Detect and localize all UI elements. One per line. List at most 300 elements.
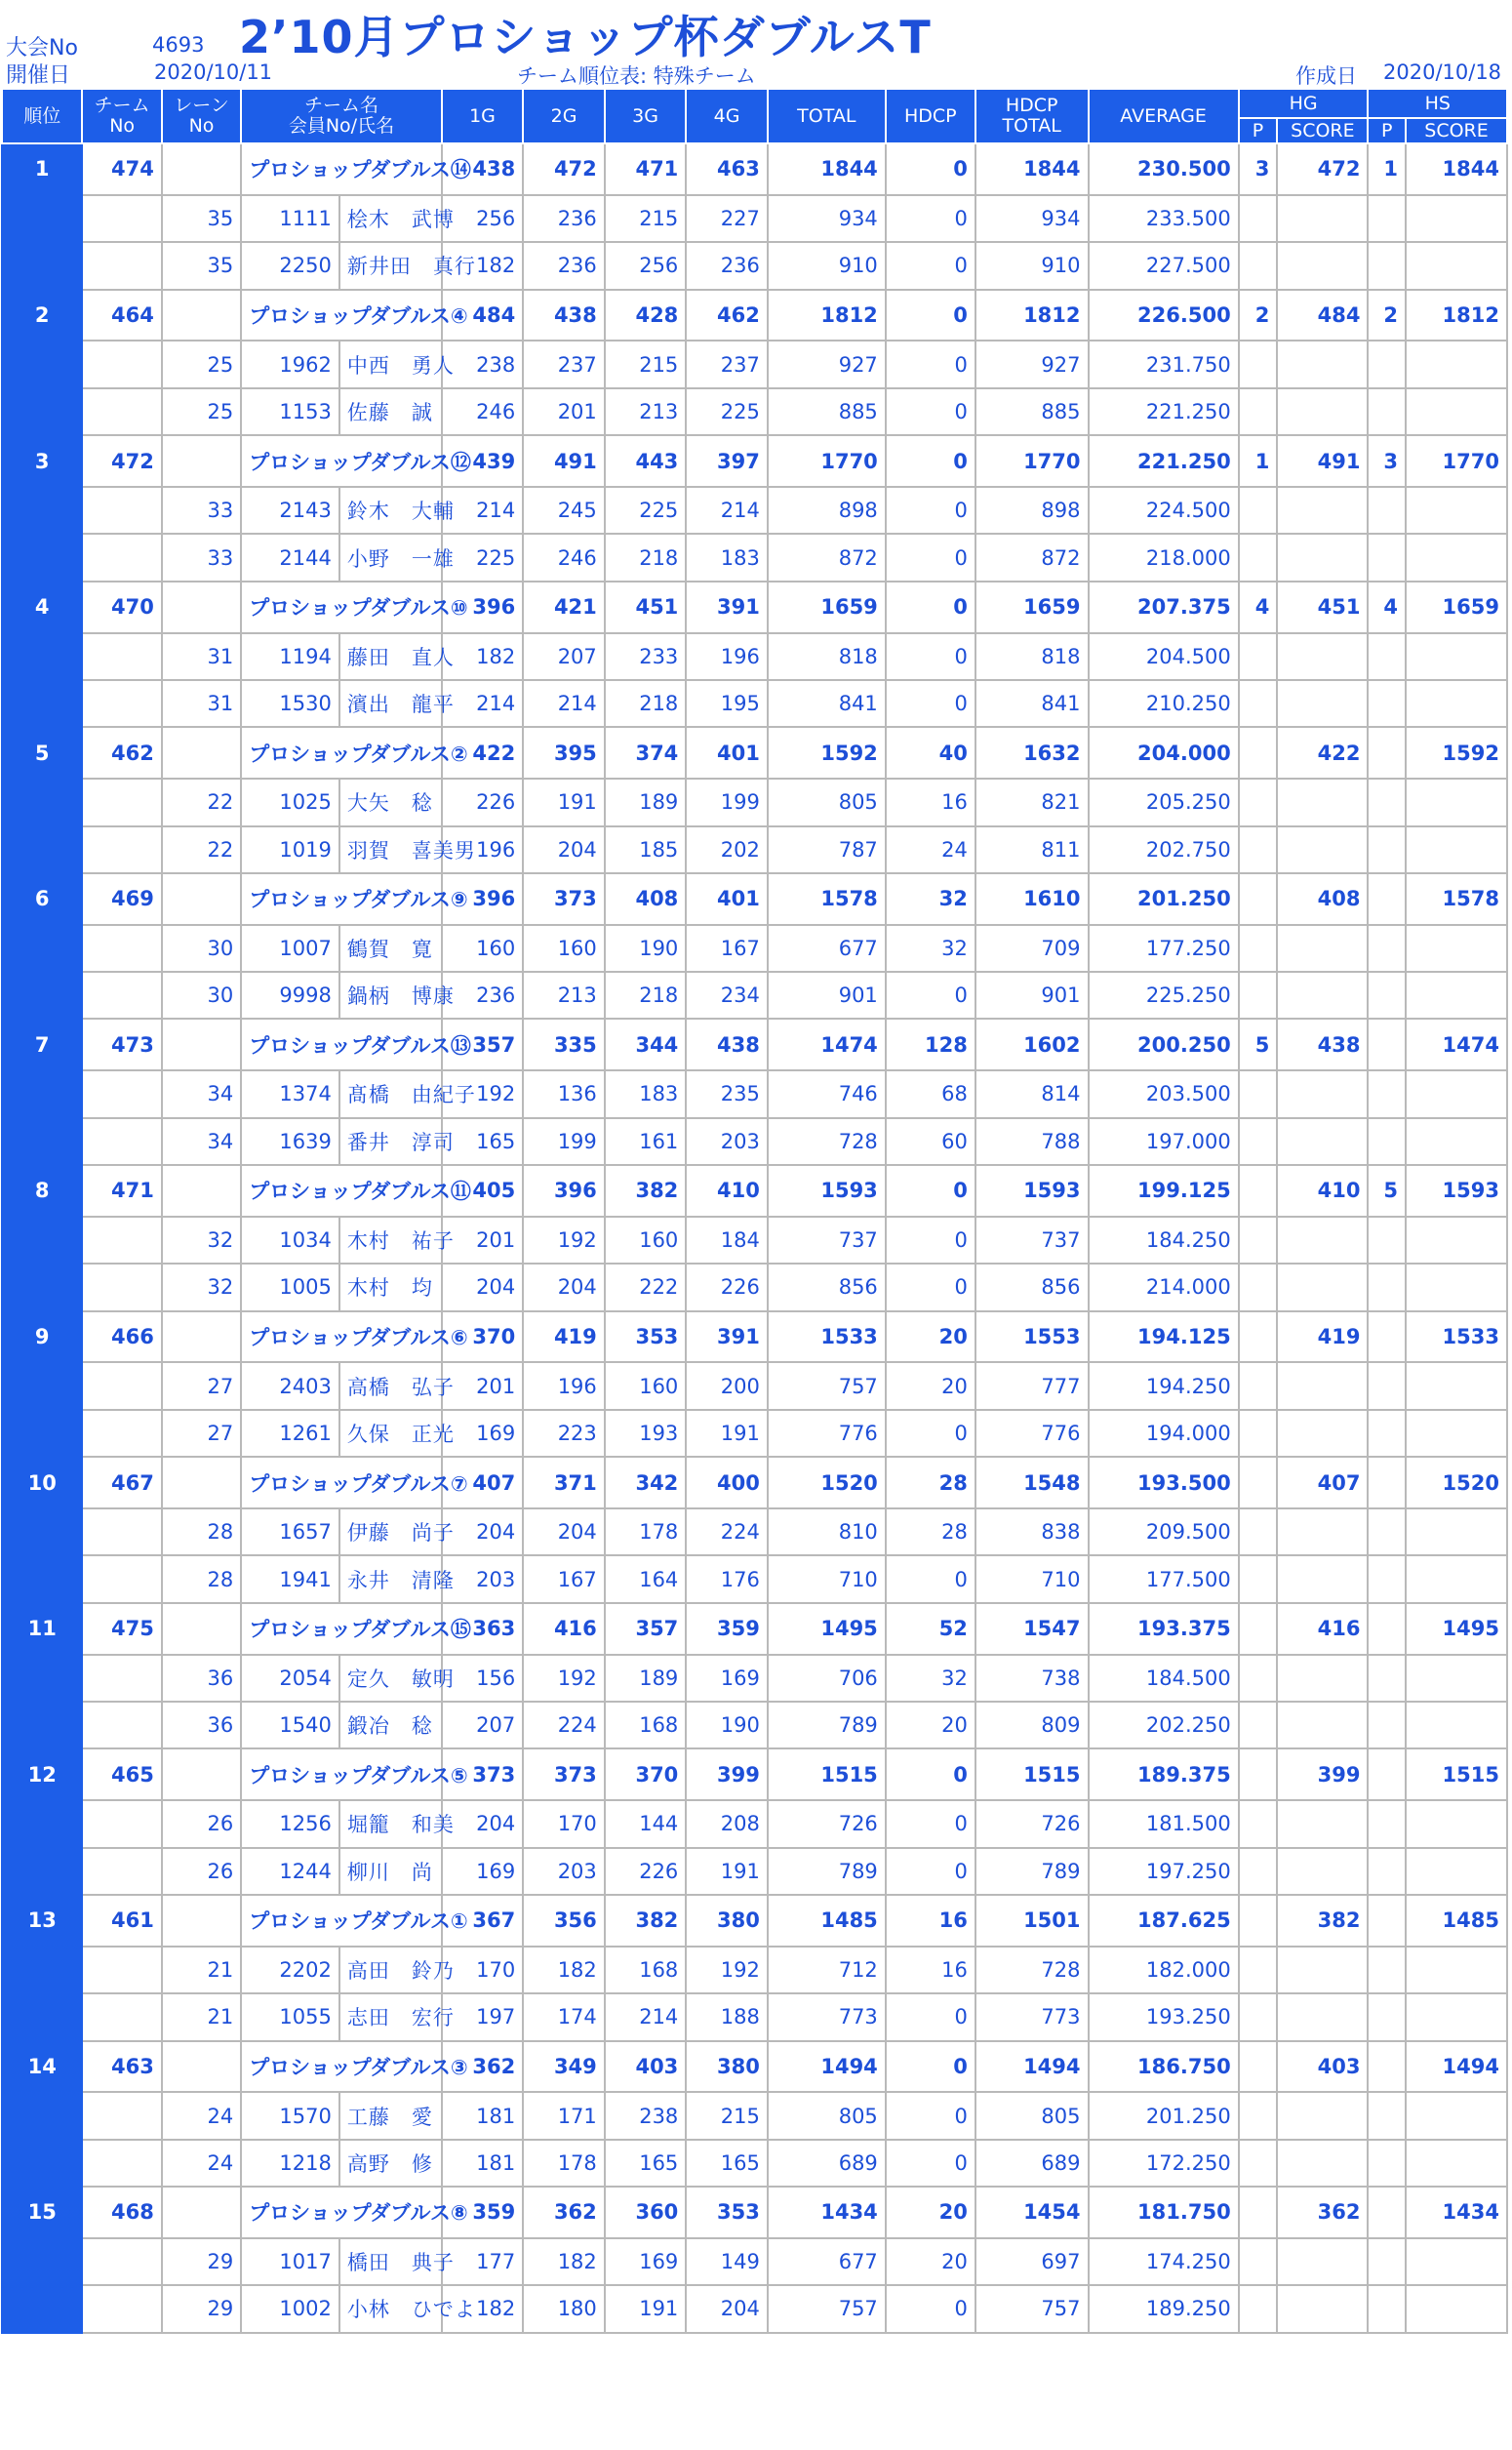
col-hg-p: P [1239, 118, 1278, 143]
average-cell: 221.250 [1089, 435, 1239, 487]
member-row [2, 925, 1507, 972]
hs-place-cell [1368, 2140, 1406, 2187]
hs-place-cell [1368, 1362, 1406, 1409]
game2-cell: 192 [523, 1655, 605, 1702]
hs-place-cell: 4 [1368, 582, 1406, 633]
game3-cell: 360 [605, 2187, 687, 2238]
hg-place-cell [1239, 727, 1278, 779]
team-name-cell: プロショップダブルス② [241, 727, 442, 779]
hg-place-cell [1239, 1118, 1278, 1165]
hs-score-cell [1406, 388, 1507, 435]
game4-cell: 176 [686, 1555, 768, 1602]
game2-cell: 204 [523, 826, 605, 873]
hg-score-cell [1277, 487, 1368, 534]
member-no-cell: 1019 [241, 826, 339, 873]
hs-score-cell [1406, 1993, 1507, 2040]
average-cell: 221.250 [1089, 388, 1239, 435]
game1-cell: 363 [442, 1603, 524, 1655]
rank-cell [2, 1362, 82, 1409]
average-cell: 227.500 [1089, 242, 1239, 289]
game3-cell: 342 [605, 1457, 687, 1508]
hdcp-total-cell: 728 [975, 1947, 1089, 1993]
lane-cell: 21 [162, 1993, 241, 2040]
game3-cell: 370 [605, 1748, 687, 1800]
member-row [2, 680, 1507, 727]
rank-cell [2, 925, 82, 972]
hdcp-cell: 0 [886, 633, 975, 680]
lane-cell: 26 [162, 1800, 241, 1847]
game4-cell: 438 [686, 1019, 768, 1070]
lane-cell: 33 [162, 487, 241, 534]
lane-cell: 30 [162, 972, 241, 1019]
game4-cell: 353 [686, 2187, 768, 2238]
hs-place-cell [1368, 1603, 1406, 1655]
hs-score-cell [1406, 972, 1507, 1019]
hg-place-cell [1239, 1457, 1278, 1508]
lane-cell: 32 [162, 1217, 241, 1264]
team-no-cell [82, 195, 161, 242]
game3-cell: 353 [605, 1311, 687, 1363]
game2-cell: 182 [523, 1947, 605, 1993]
member-name-cell: 伊藤 尚子 [339, 1508, 442, 1555]
hs-place-cell [1368, 1070, 1406, 1117]
total-cell: 1485 [768, 1895, 886, 1947]
game2-cell: 201 [523, 388, 605, 435]
hs-place-cell [1368, 341, 1406, 387]
game2-cell: 349 [523, 2041, 605, 2093]
hdcp-total-cell: 814 [975, 1070, 1089, 1117]
hg-place-cell [1239, 1702, 1278, 1748]
member-row [2, 341, 1507, 387]
hs-place-cell [1368, 2092, 1406, 2139]
game3-cell: 374 [605, 727, 687, 779]
hg-score-cell [1277, 1070, 1368, 1117]
game3-cell: 357 [605, 1603, 687, 1655]
member-name-cell: 桧木 武博 [339, 195, 442, 242]
game1-cell: 422 [442, 727, 524, 779]
average-cell: 226.500 [1089, 290, 1239, 341]
game1-cell: 177 [442, 2238, 524, 2285]
game4-cell: 200 [686, 1362, 768, 1409]
game4-cell: 401 [686, 873, 768, 925]
hs-score-cell: 1515 [1406, 1748, 1507, 1800]
member-no-cell: 1657 [241, 1508, 339, 1555]
team-row [2, 2041, 1507, 2093]
hg-place-cell [1239, 972, 1278, 1019]
event-date: 2020/10/11 [154, 60, 273, 84]
average-cell: 187.625 [1089, 1895, 1239, 1947]
team-no-cell: 464 [82, 290, 161, 341]
lane-cell: 28 [162, 1555, 241, 1602]
game3-cell: 382 [605, 1895, 687, 1947]
hdcp-total-cell: 1770 [975, 435, 1089, 487]
game2-cell: 180 [523, 2285, 605, 2332]
total-cell: 689 [768, 2140, 886, 2187]
hs-place-cell [1368, 873, 1406, 925]
game3-cell: 144 [605, 1800, 687, 1847]
hs-place-cell [1368, 1508, 1406, 1555]
member-row [2, 487, 1507, 534]
member-row [2, 242, 1507, 289]
hs-place-cell [1368, 1702, 1406, 1748]
game3-cell: 233 [605, 633, 687, 680]
team-row [2, 290, 1507, 341]
col-total: TOTAL [768, 89, 886, 143]
col-hs: HS [1368, 89, 1507, 118]
hdcp-total-cell: 1553 [975, 1311, 1089, 1363]
game2-cell: 171 [523, 2092, 605, 2139]
hs-score-cell: 1592 [1406, 727, 1507, 779]
team-row [2, 143, 1507, 195]
average-cell: 194.125 [1089, 1311, 1239, 1363]
team-no-cell [82, 1702, 161, 1748]
total-cell: 927 [768, 341, 886, 387]
rank-cell: 11 [2, 1603, 82, 1655]
hg-place-cell [1239, 1895, 1278, 1947]
game4-cell: 225 [686, 388, 768, 435]
col-hg: HG [1239, 89, 1369, 118]
total-cell: 934 [768, 195, 886, 242]
game4-cell: 227 [686, 195, 768, 242]
tournament-no: 4693 [152, 33, 205, 57]
total-cell: 1474 [768, 1019, 886, 1070]
team-no-cell: 470 [82, 582, 161, 633]
total-cell: 787 [768, 826, 886, 873]
team-name-cell: プロショップダブルス④ [241, 290, 442, 341]
game3-cell: 191 [605, 2285, 687, 2332]
hs-score-cell: 1578 [1406, 873, 1507, 925]
hdcp-cell: 0 [886, 341, 975, 387]
game4-cell: 234 [686, 972, 768, 1019]
hg-place-cell [1239, 1800, 1278, 1847]
team-name-cell: プロショップダブルス⑮ [241, 1603, 442, 1655]
game2-cell: 419 [523, 1311, 605, 1363]
team-row [2, 1165, 1507, 1217]
team-name-cell: プロショップダブルス⑭ [241, 143, 442, 195]
member-row [2, 1702, 1507, 1748]
hdcp-total-cell: 697 [975, 2238, 1089, 2285]
hs-score-cell: 1533 [1406, 1311, 1507, 1363]
average-cell: 199.125 [1089, 1165, 1239, 1217]
game2-cell: 199 [523, 1118, 605, 1165]
game1-cell: 214 [442, 487, 524, 534]
hdcp-cell: 32 [886, 1655, 975, 1702]
game3-cell: 218 [605, 972, 687, 1019]
member-no-cell: 2054 [241, 1655, 339, 1702]
lane-cell: 29 [162, 2285, 241, 2332]
lane-cell [162, 143, 241, 195]
col-lane-no: レーン No [162, 89, 241, 143]
total-cell: 1515 [768, 1748, 886, 1800]
team-name-cell: プロショップダブルス① [241, 1895, 442, 1947]
game4-cell: 191 [686, 1848, 768, 1895]
team-name-cell: プロショップダブルス⑦ [241, 1457, 442, 1508]
member-no-cell: 1256 [241, 1800, 339, 1847]
member-no-cell: 1002 [241, 2285, 339, 2332]
member-row [2, 1362, 1507, 1409]
rank-cell: 6 [2, 873, 82, 925]
hdcp-total-cell: 1632 [975, 727, 1089, 779]
member-name-cell: 高田 鈴乃 [339, 1947, 442, 1993]
lane-cell: 30 [162, 925, 241, 972]
hg-score-cell: 419 [1277, 1311, 1368, 1363]
total-cell: 706 [768, 1655, 886, 1702]
hs-score-cell: 1494 [1406, 2041, 1507, 2093]
page-title: 2’10月プロショップ杯ダブルスT [239, 11, 932, 63]
average-cell: 193.250 [1089, 1993, 1239, 2040]
hg-place-cell [1239, 1993, 1278, 2040]
hg-score-cell: 407 [1277, 1457, 1368, 1508]
member-name-cell: 髙橋 由紀子 [339, 1070, 442, 1117]
game2-cell: 203 [523, 1848, 605, 1895]
rank-cell [2, 1800, 82, 1847]
game4-cell: 399 [686, 1748, 768, 1800]
member-name-cell: 柳川 尚 [339, 1848, 442, 1895]
game4-cell: 397 [686, 435, 768, 487]
team-no-cell [82, 1362, 161, 1409]
game4-cell: 400 [686, 1457, 768, 1508]
total-cell: 677 [768, 2238, 886, 2285]
member-no-cell: 1005 [241, 1264, 339, 1310]
member-no-cell: 1007 [241, 925, 339, 972]
game1-cell: 169 [442, 1410, 524, 1457]
game2-cell: 174 [523, 1993, 605, 2040]
hdcp-total-cell: 689 [975, 2140, 1089, 2187]
hg-place-cell [1239, 1508, 1278, 1555]
hs-score-cell [1406, 1702, 1507, 1748]
member-no-cell: 1244 [241, 1848, 339, 1895]
hs-score-cell [1406, 1947, 1507, 1993]
hdcp-cell: 32 [886, 873, 975, 925]
game2-cell: 213 [523, 972, 605, 1019]
lane-cell: 26 [162, 1848, 241, 1895]
game3-cell: 215 [605, 195, 687, 242]
hdcp-cell: 16 [886, 1947, 975, 1993]
hg-score-cell: 472 [1277, 143, 1368, 195]
hs-place-cell: 5 [1368, 1165, 1406, 1217]
member-row [2, 633, 1507, 680]
col-name: チーム名 会員No/氏名 [241, 89, 442, 143]
hg-score-cell [1277, 1555, 1368, 1602]
lane-cell [162, 873, 241, 925]
hs-score-cell: 1474 [1406, 1019, 1507, 1070]
hdcp-total-cell: 809 [975, 1702, 1089, 1748]
game4-cell: 214 [686, 487, 768, 534]
team-name-cell: プロショップダブルス⑫ [241, 435, 442, 487]
created-date: 2020/10/18 [1383, 60, 1502, 84]
team-no-cell [82, 1070, 161, 1117]
game3-cell: 185 [605, 826, 687, 873]
total-cell: 1434 [768, 2187, 886, 2238]
rank-cell [2, 779, 82, 825]
hs-score-cell: 1812 [1406, 290, 1507, 341]
team-no-cell: 466 [82, 1311, 161, 1363]
rank-cell: 9 [2, 1311, 82, 1363]
hs-score-cell [1406, 1555, 1507, 1602]
hs-score-cell [1406, 1118, 1507, 1165]
member-no-cell: 1153 [241, 388, 339, 435]
hg-score-cell [1277, 1993, 1368, 2040]
game2-cell: 373 [523, 873, 605, 925]
lane-cell: 33 [162, 534, 241, 581]
team-no-cell [82, 779, 161, 825]
hdcp-cell: 0 [886, 290, 975, 341]
rank-cell [2, 534, 82, 581]
hs-score-cell [1406, 2285, 1507, 2332]
hg-score-cell: 451 [1277, 582, 1368, 633]
game2-cell: 178 [523, 2140, 605, 2187]
hg-score-cell [1277, 195, 1368, 242]
hdcp-total-cell: 838 [975, 1508, 1089, 1555]
game2-cell: 416 [523, 1603, 605, 1655]
hg-place-cell [1239, 195, 1278, 242]
team-no-cell [82, 388, 161, 435]
hs-place-cell [1368, 534, 1406, 581]
rank-cell: 10 [2, 1457, 82, 1508]
average-cell: 177.500 [1089, 1555, 1239, 1602]
lane-cell: 29 [162, 2238, 241, 2285]
member-name-cell: 大矢 稔 [339, 779, 442, 825]
rank-cell [2, 341, 82, 387]
total-cell: 1578 [768, 873, 886, 925]
average-cell: 189.250 [1089, 2285, 1239, 2332]
member-name-cell: 羽賀 喜美男 [339, 826, 442, 873]
hg-place-cell [1239, 826, 1278, 873]
lane-cell: 24 [162, 2092, 241, 2139]
average-cell: 231.750 [1089, 341, 1239, 387]
member-row [2, 1655, 1507, 1702]
game3-cell: 189 [605, 779, 687, 825]
hg-score-cell: 362 [1277, 2187, 1368, 2238]
game3-cell: 256 [605, 242, 687, 289]
hdcp-cell: 0 [886, 143, 975, 195]
team-no-cell [82, 1410, 161, 1457]
game1-cell: 357 [442, 1019, 524, 1070]
hs-score-cell: 1659 [1406, 582, 1507, 633]
member-name-cell: 新井田 真行 [339, 242, 442, 289]
team-no-cell: 465 [82, 1748, 161, 1800]
team-no-cell [82, 826, 161, 873]
hg-place-cell [1239, 1070, 1278, 1117]
hdcp-total-cell: 757 [975, 2285, 1089, 2332]
game4-cell: 192 [686, 1947, 768, 1993]
game1-cell: 196 [442, 826, 524, 873]
member-row [2, 2285, 1507, 2332]
hg-place-cell [1239, 1362, 1278, 1409]
average-cell: 203.500 [1089, 1070, 1239, 1117]
rank-cell [2, 487, 82, 534]
team-no-cell: 471 [82, 1165, 161, 1217]
rank-cell: 1 [2, 143, 82, 195]
member-no-cell: 2202 [241, 1947, 339, 1993]
hdcp-cell: 0 [886, 1165, 975, 1217]
rank-cell: 8 [2, 1165, 82, 1217]
game2-cell: 204 [523, 1508, 605, 1555]
hs-score-cell [1406, 680, 1507, 727]
game3-cell: 178 [605, 1508, 687, 1555]
game4-cell: 226 [686, 1264, 768, 1310]
game1-cell: 169 [442, 1848, 524, 1895]
total-cell: 757 [768, 1362, 886, 1409]
hg-score-cell [1277, 1410, 1368, 1457]
hs-score-cell [1406, 2092, 1507, 2139]
standings-table [1, 88, 1508, 2334]
hg-place-cell [1239, 1655, 1278, 1702]
hs-score-cell [1406, 925, 1507, 972]
team-no-cell [82, 633, 161, 680]
hs-place-cell: 1 [1368, 143, 1406, 195]
game1-cell: 201 [442, 1217, 524, 1264]
team-no-cell [82, 487, 161, 534]
hg-score-cell [1277, 1655, 1368, 1702]
game4-cell: 202 [686, 826, 768, 873]
game3-cell: 443 [605, 435, 687, 487]
game1-cell: 439 [442, 435, 524, 487]
game3-cell: 225 [605, 487, 687, 534]
total-cell: 789 [768, 1848, 886, 1895]
hs-place-cell [1368, 727, 1406, 779]
col-average: AVERAGE [1089, 89, 1239, 143]
average-cell: 184.250 [1089, 1217, 1239, 1264]
game1-cell: 238 [442, 341, 524, 387]
hs-place-cell [1368, 1655, 1406, 1702]
hdcp-total-cell: 901 [975, 972, 1089, 1019]
hg-place-cell [1239, 2187, 1278, 2238]
game4-cell: 199 [686, 779, 768, 825]
col-hg-score: SCORE [1277, 118, 1368, 143]
hg-score-cell [1277, 680, 1368, 727]
game1-cell: 181 [442, 2140, 524, 2187]
game2-cell: 182 [523, 2238, 605, 2285]
team-no-cell [82, 1848, 161, 1895]
member-name-cell: 鈴木 大輔 [339, 487, 442, 534]
rank-cell [2, 972, 82, 1019]
hg-place-cell [1239, 242, 1278, 289]
hg-place-cell [1239, 487, 1278, 534]
team-no-cell [82, 341, 161, 387]
hs-score-cell [1406, 1655, 1507, 1702]
hs-place-cell [1368, 1457, 1406, 1508]
total-cell: 885 [768, 388, 886, 435]
total-cell: 1812 [768, 290, 886, 341]
col-4g: 4G [686, 89, 768, 143]
hs-place-cell [1368, 2187, 1406, 2238]
hdcp-total-cell: 709 [975, 925, 1089, 972]
col-team-no: チーム No [82, 89, 161, 143]
team-no-cell: 472 [82, 435, 161, 487]
report-subtitle: チーム順位表: 特殊チーム [517, 64, 756, 88]
hdcp-total-cell: 1610 [975, 873, 1089, 925]
game2-cell: 396 [523, 1165, 605, 1217]
hg-score-cell [1277, 826, 1368, 873]
hdcp-cell: 0 [886, 1217, 975, 1264]
lane-cell: 34 [162, 1118, 241, 1165]
average-cell: 202.250 [1089, 1702, 1239, 1748]
member-name-cell: 堀籠 和美 [339, 1800, 442, 1847]
hg-score-cell [1277, 1800, 1368, 1847]
hg-place-cell [1239, 1217, 1278, 1264]
hs-score-cell: 1593 [1406, 1165, 1507, 1217]
hg-place-cell [1239, 1947, 1278, 1993]
member-name-cell: 高橋 弘子 [339, 1362, 442, 1409]
hdcp-cell: 20 [886, 1311, 975, 1363]
hg-place-cell [1239, 1165, 1278, 1217]
rank-cell [2, 2238, 82, 2285]
game4-cell: 167 [686, 925, 768, 972]
game1-cell: 160 [442, 925, 524, 972]
hdcp-total-cell: 710 [975, 1555, 1089, 1602]
hs-place-cell: 2 [1368, 290, 1406, 341]
